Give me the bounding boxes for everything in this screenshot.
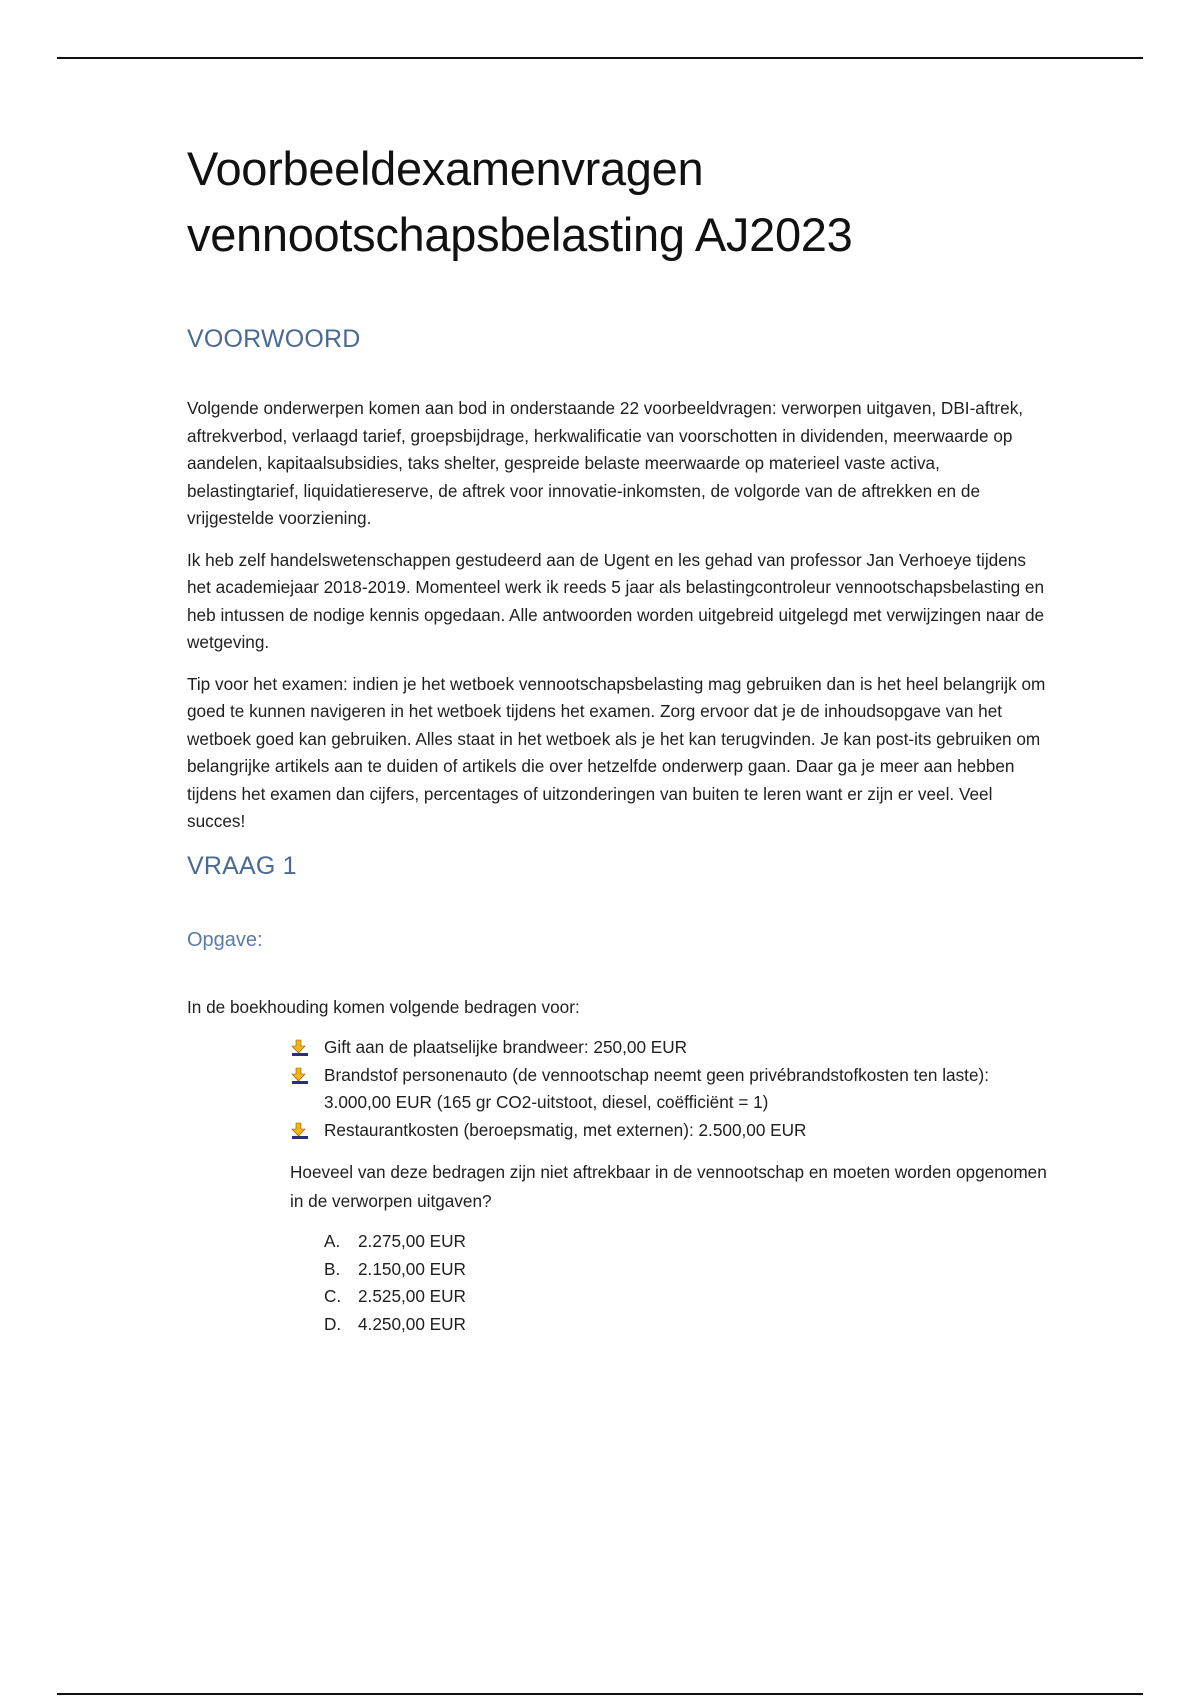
option-letter: D. [324,1313,342,1334]
document-title [187,136,1047,268]
answer-option-b [324,1256,1047,1284]
document-title-line-2: vennootschapsbelasting AJ2023 [187,208,853,261]
question-intro: In de boekhouding komen volgende bedragen voor: [187,996,580,1017]
section-heading-voorwoord: VOORWOORD [187,325,361,353]
document-page [187,136,1047,1338]
option-text: 2.150,00 EUR [358,1258,466,1279]
header-rule [57,57,1143,59]
document-title-line-1: Voorbeeldexamenvragen [187,142,704,195]
option-letter: B. [324,1258,341,1279]
footer-rule [57,1693,1143,1695]
answer-options [324,1228,1047,1338]
list-item-text: Restaurantkosten (beroepsmatig, met externen): 2.500,00 EUR [324,1119,807,1140]
option-letter: C. [324,1286,342,1306]
section-heading-vraag-1: VRAAG 1 [187,851,297,880]
voorwoord-paragraph-1: Volgende onderwerpen komen aan bod in onderstaande 22 voorbeeldvragen: verworpen uitgaven, DBI-aftrek, aftrekverbod, verlaagd tarief, groepsbijdrage, herkwalificatie van voorschotten in dividenden, meerwaarde op aandelen, kapitaalsubsidies, taks shelter, gespreide belaste meerwaarde op materieel vaste activa, belastingtarief, liquidatiereserve, de aftrek voor innovatie-inkomsten, de volgorde van de aftrekken en de vrijgestelde voorziening. [187,398,1024,528]
option-text: 2.525,00 EUR [358,1286,466,1306]
voorwoord-paragraph-2: Ik heb zelf handelswetenschappen gestudeerd aan de Ugent en les gehad van professor Jan Verhoeye tijdens het academiejaar 2018-2019. Momenteel werk ik reeds 5 jaar als belastingcontroleur vennootschapsbelasting en heb intussen de nodige kennis opgedaan. Alle antwoorden worden uitgebreid uitgelegd met verwijzingen naar de wetgeving. [187,549,1045,652]
list-item [290,1062,1047,1117]
answer-option-c [324,1283,1047,1311]
arrow-down-bullet-icon [290,1038,310,1058]
option-text: 4.250,00 EUR [358,1313,466,1334]
list-item [290,1034,1047,1062]
answer-option-a [324,1228,1047,1256]
question-text: Hoeveel van deze bedragen zijn niet aftrekbaar in de vennootschap en moeten worden opgenomen in de verworpen uitgaven? [290,1162,1047,1211]
arrow-down-bullet-icon [290,1121,310,1141]
option-text: 2.275,00 EUR [358,1231,466,1251]
subheading-opgave: Opgave: [187,928,263,951]
option-letter: A. [324,1231,341,1251]
list-item-text: Brandstof personenauto (de vennootschap neemt geen privébrandstofkosten ten laste): 3.000,00 EUR (165 gr CO2-uitstoot, diesel, coëfficiënt = 1) [324,1064,990,1112]
voorwoord-paragraph-3: Tip voor het examen: indien je het wetboek vennootschapsbelasting mag gebruiken dan is het heel belangrijk om goed te kunnen navigeren in het wetboek tijdens het examen. Zorg ervoor dat je de inhoudsopgave van het wetboek goed kan gebruiken. Alles staat in het wetboek als je het kan terugvinden. Je kan post-its gebruiken om belangrijke artikels aan te duiden of artikels die over hetzelfde onderwerp gaan. Daar ga je meer aan hebben tijdens het examen dan cijfers, percentages of uitzonderingen van buiten te leren want er zijn er veel. Veel succes! [187,673,1046,831]
amounts-list [187,1034,1047,1144]
list-item-text: Gift aan de plaatselijke brandweer: 250,00 EUR [324,1037,688,1057]
list-item [290,1117,1047,1145]
arrow-down-bullet-icon [290,1066,310,1086]
answer-option-d [324,1311,1047,1339]
